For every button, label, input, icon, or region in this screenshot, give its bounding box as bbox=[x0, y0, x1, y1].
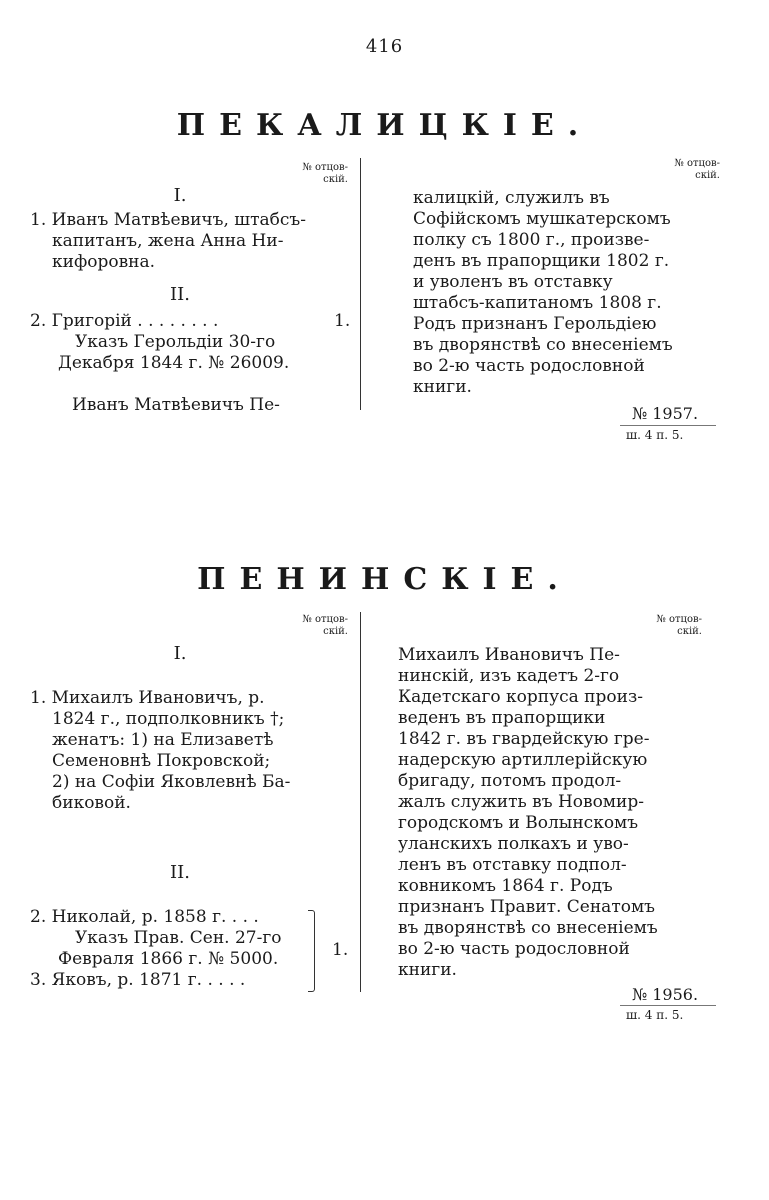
person-entry-line: Семеновнѣ Покровской; bbox=[52, 751, 271, 771]
column-header: № отцов- скій. bbox=[656, 614, 702, 637]
column-header: № отцов- скій. bbox=[674, 158, 720, 181]
section-title: ПЕКАЛИЦКІЕ. bbox=[176, 108, 593, 143]
person-entry-line: 1. Михаилъ Ивановичъ, р. bbox=[30, 688, 265, 708]
father-number: 1. bbox=[332, 940, 349, 960]
father-number: 1. bbox=[334, 311, 351, 331]
person-entry-line: 1. Иванъ Матвѣевичъ, штабсъ- bbox=[30, 210, 306, 230]
column-divider bbox=[360, 612, 361, 992]
column-header: № отцов- скій. bbox=[302, 162, 348, 185]
column-divider bbox=[360, 158, 361, 410]
generation-heading: I. bbox=[173, 185, 187, 206]
generation-heading: II. bbox=[170, 284, 190, 305]
decree-line: Указъ Герольдіи 30-го bbox=[75, 332, 276, 352]
page-number: 416 bbox=[365, 36, 404, 57]
person-entry-line: капитанъ, жена Анна Ни- bbox=[52, 231, 284, 251]
narrative-text: калицкій, служилъ въ Софійскомъ мушкатерскомъ полку съ 1800 г., произве- денъ въ прапорщики 1802 г. и уволенъ въ отставку штабсъ-капитаномъ 1808 г. Родъ признанъ Герольдіею въ дворянствѣ со внесеніемъ во 2-ю часть родословной книги. bbox=[413, 188, 673, 397]
record-number: № 1957. bbox=[632, 404, 699, 423]
person-entry-line: 2. Григорій . . . . . . . . bbox=[30, 311, 219, 331]
narrative-text: Михаилъ Ивановичъ Пе- нинскій, изъ кадетъ 2-го Кадетскаго корпуса произ- веденъ въ прапорщики 1842 г. въ гвардейскую гре- надерскую артиллерійскую бригаду, потомъ продол- жалъ служить въ Новомир- городскомъ и Волынскомъ уланскихъ полкахъ и уво- ленъ въ отставку подпол- ковникомъ 1864 г. Родъ признанъ Правит. Сенатомъ въ дворянствѣ со внесеніемъ во 2-ю часть родословной книги. bbox=[398, 645, 658, 980]
record-location: ш. 4 п. 5. bbox=[626, 1008, 684, 1022]
person-entry-line: 1824 г., подполковникъ †; bbox=[52, 709, 285, 729]
generation-heading: II. bbox=[170, 862, 190, 883]
record-number: № 1956. bbox=[632, 985, 699, 1004]
decree-line: Февраля 1866 г. № 5000. bbox=[58, 949, 279, 969]
record-divider bbox=[620, 425, 716, 426]
person-entry-line: 2. Николай, р. 1858 г. . . . bbox=[30, 907, 259, 927]
person-entry-line: 2) на Софіи Яковлевнѣ Ба- bbox=[52, 772, 291, 792]
person-entry-line: 3. Яковъ, р. 1871 г. . . . . bbox=[30, 970, 246, 990]
narrative-start: Иванъ Матвѣевичъ Пе- bbox=[72, 395, 280, 415]
record-divider bbox=[620, 1005, 716, 1006]
person-entry-line: женатъ: 1) на Елизаветѣ bbox=[52, 730, 274, 750]
person-entry-line: биковой. bbox=[52, 793, 131, 813]
record-location: ш. 4 п. 5. bbox=[626, 428, 684, 442]
column-header: № отцов- скій. bbox=[302, 614, 348, 637]
grouping-brace bbox=[308, 910, 315, 992]
person-entry-line: кифоровна. bbox=[52, 252, 156, 272]
section-title: ПЕНИНСКІЕ. bbox=[197, 562, 572, 597]
generation-heading: I. bbox=[173, 643, 187, 664]
decree-line: Декабря 1844 г. № 26009. bbox=[58, 353, 290, 373]
decree-line: Указъ Прав. Сен. 27-го bbox=[75, 928, 282, 948]
